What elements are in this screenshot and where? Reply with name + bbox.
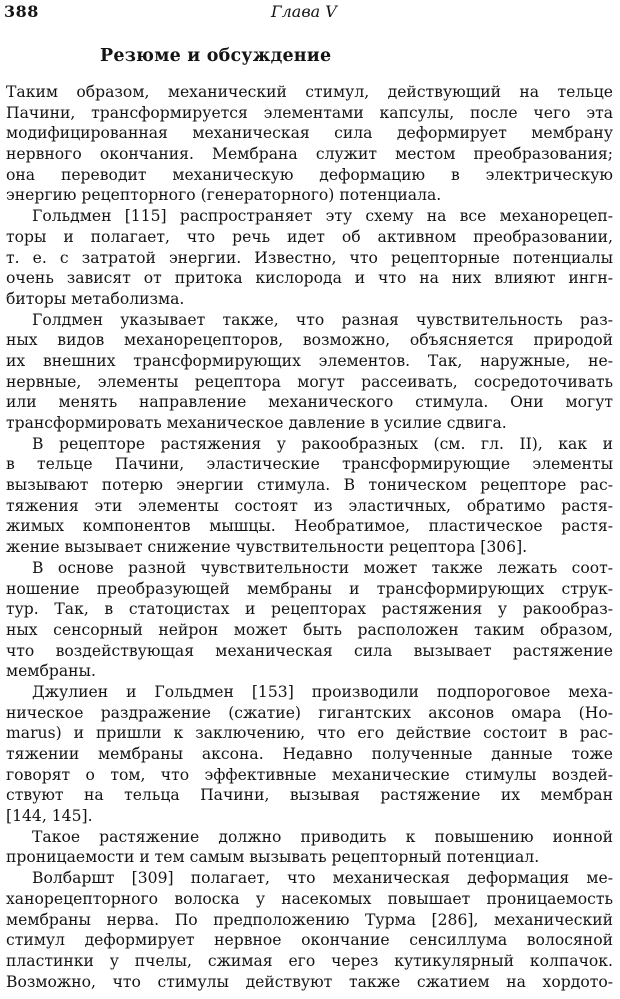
text-line: нервные, элементы рецептора могут рассеивать, сосредоточивать: [6, 372, 613, 391]
text-line: торы и полагает, что речь идет об активном преобразовании,: [6, 227, 613, 246]
text-line: модифицированная механическая сила деформирует мембрану: [6, 124, 613, 143]
chapter-title: Глава V: [271, 2, 337, 21]
section-title: Резюме и обсуждение: [100, 46, 332, 66]
text-line: Возможно, что стимулы действуют также сжатием на хордото-: [6, 972, 613, 991]
text-line: мембраны нерва. По предположению Турма [286], механический: [6, 910, 613, 929]
text-line: вызывают потерю энергии стимула. В тоническом рецепторе рас-: [6, 476, 613, 495]
text-line: жение вызывает снижение чувствительности рецептора [306].: [6, 538, 528, 557]
text-line: Волбаршт [309] полагает, что механическая деформация ме-: [32, 869, 613, 888]
text-line: нервного окончания. Мембрана служит местом преобразования;: [6, 145, 613, 164]
text-line: т. е. с затратой энергии. Известно, что рецепторные потенциалы: [6, 248, 613, 267]
text-line: Такое растяжение должно приводить к повышению ионной: [32, 827, 613, 846]
text-line: В рецепторе растяжения у ракообразных (см. гл. II), как и: [32, 434, 613, 453]
text-line: Таким образом, механический стимул, действующий на тельце: [6, 83, 613, 101]
text-line: пластинки у пчелы, сжимая его через кутикулярный колпачок.: [6, 951, 613, 970]
text-line: говорят о том, что эффективные механические стимулы воздей-: [6, 765, 613, 784]
running-head: [4, 2, 612, 24]
text-line: [144, 145].: [6, 807, 93, 826]
text-line: мембраны.: [6, 662, 96, 681]
text-line: в тельце Пачини, эластические трансформирующие элементы: [6, 455, 613, 474]
text-line: что воздействующая механическая сила вызывает растяжение: [6, 641, 613, 660]
text-line: ствуют на тельца Пачини, вызывая растяжение их мембран: [6, 786, 613, 805]
text-line: она переводит механическую деформацию в электрическую: [6, 165, 613, 184]
text-line: Пачини, трансформируется элементами капсулы, после чего эта: [6, 103, 613, 122]
text-line: В основе разной чувствительности может также лежать соот-: [32, 558, 613, 577]
text-line: очень зависят от притока кислорода и что на них влияют ингн-: [6, 269, 613, 288]
text-line: или менять направление механического стимула. Они могут: [6, 393, 613, 412]
text-line: ношение преобразующей мембраны и трансформирующих струк-: [6, 579, 613, 598]
text-line: тяжении мембраны аксона. Недавно полученные данные тоже: [6, 745, 613, 763]
body-text: [6, 82, 613, 992]
text-line: их внешних трансформирующих элементов. Так, наружные, не-: [6, 351, 613, 370]
text-line: биторы метаболизма.: [6, 289, 185, 308]
text-line: жимых компонентов мышцы. Необратимое, пластическое растя-: [6, 517, 613, 536]
text-line: ных видов механорецепторов, возможно, объясняется природой: [6, 331, 613, 350]
text-line: тур. Так, в статоцистах и рецепторах растяжения у ракообраз-: [6, 600, 613, 619]
text-line: Джулиен и Гольдмен [153] производили подпороговое меха-: [32, 682, 613, 701]
text-line: тяжения эти элементы состоят из эластичных, обратимо растя-: [6, 496, 613, 515]
text-line: стимул деформирует нервное окончание сенсиллума волосяной: [6, 931, 613, 950]
text-line: marus) и пришли к заключению, что его действие состоит в рас-: [6, 724, 613, 743]
text-line: трансформировать механическое давление в усилие сдвига.: [6, 414, 507, 432]
text-line: Голдмен указывает также, что разная чувствительность раз-: [32, 310, 613, 329]
text-line: энергию рецепторного (генераторного) потенциала.: [6, 186, 442, 205]
text-line: ническое раздражение (сжатие) гигантских аксонов омара (Ho-: [6, 703, 613, 722]
page-number: 388: [4, 2, 39, 21]
text-line: Гольдмен [115] распространяет эту схему на все механорецеп-: [32, 207, 613, 226]
text-line: проницаемости и тем самым вызывать рецепторный потенциал.: [6, 848, 540, 867]
text-line: ных сенсорный нейрон может быть расположен таким образом,: [6, 620, 613, 639]
text-line: ханорецепторного волоска у насекомых повышает проницаемость: [6, 889, 613, 908]
